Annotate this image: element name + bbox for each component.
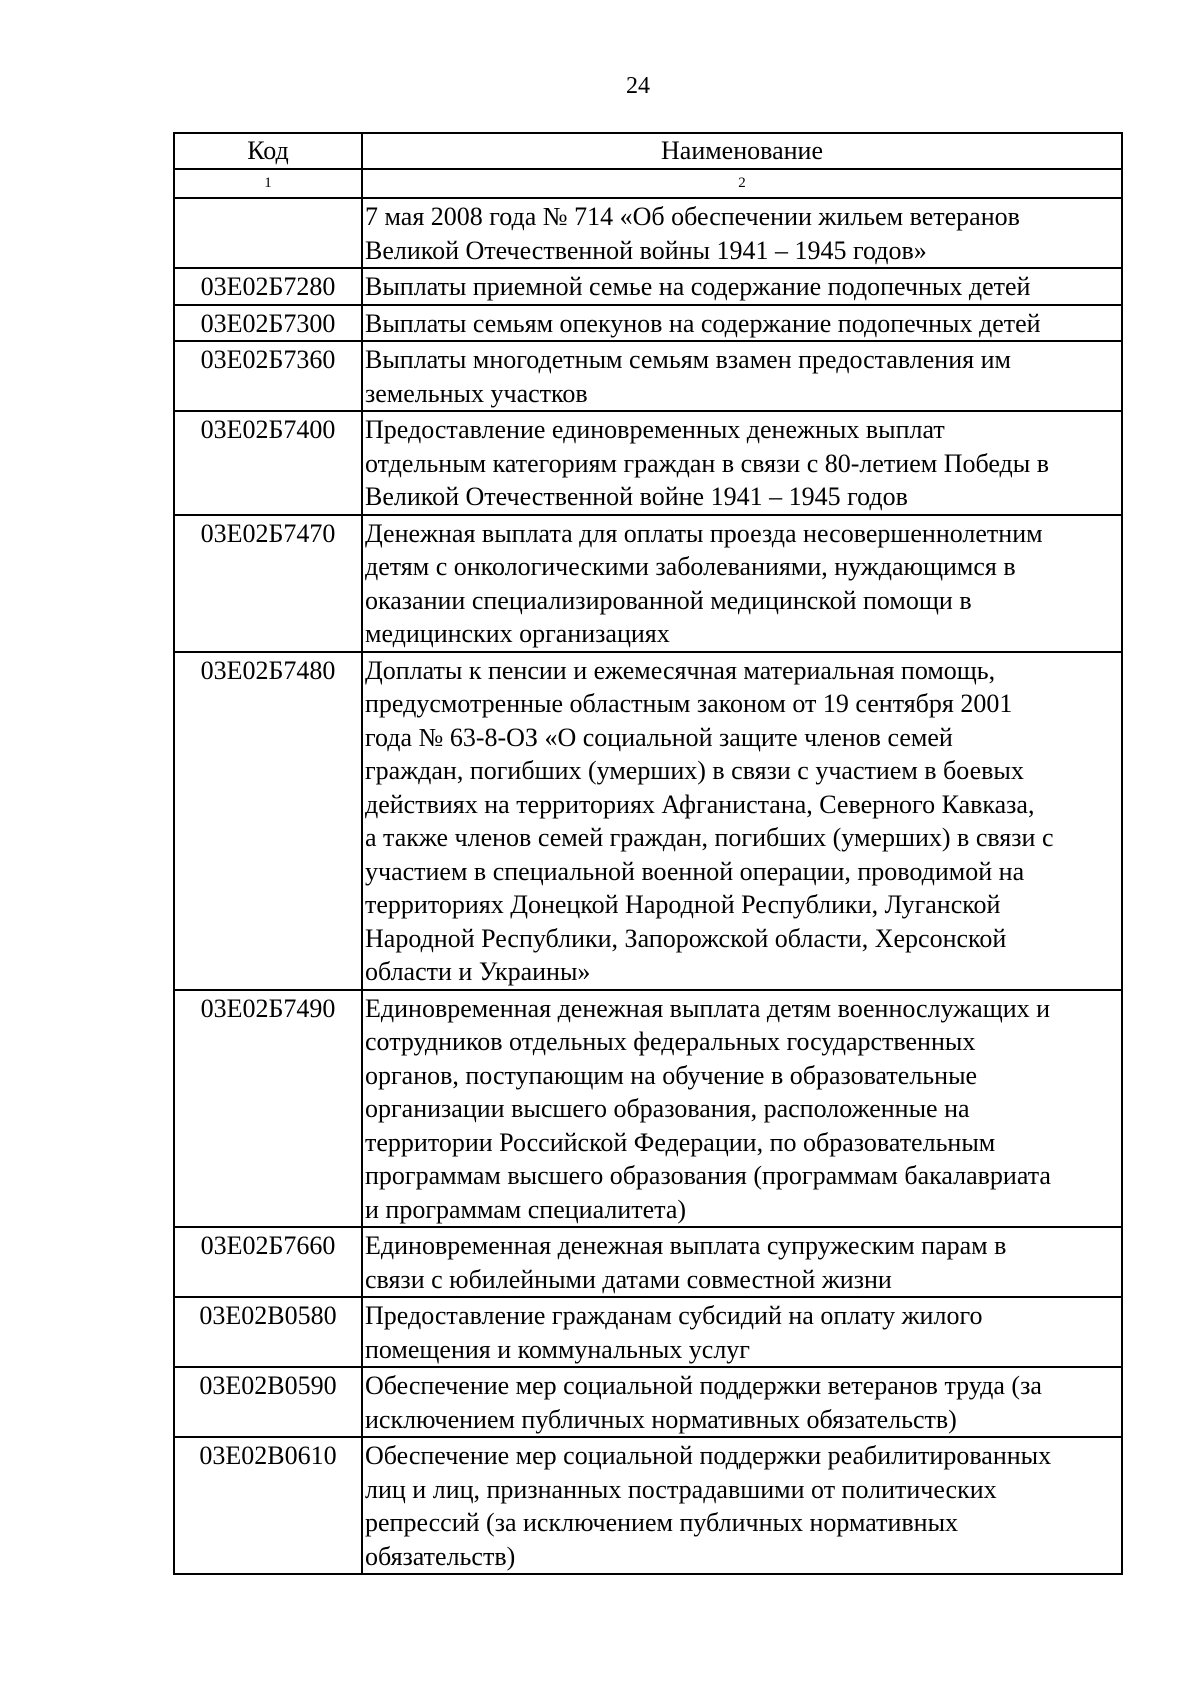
row-name-line: Выплаты приемной семье на содержание подопечных детей [365, 272, 1031, 301]
row-name-line: граждан, погибших (умерших) в связи с участием в боевых [365, 756, 1024, 785]
header-code: Код [174, 133, 362, 169]
row-name [362, 1367, 1122, 1437]
row-code: 03Е02Б7660 [174, 1227, 362, 1297]
row-name-line: Доплаты к пенсии и ежемесячная материальная помощь, [365, 655, 996, 685]
table-row [174, 341, 1122, 411]
table-row [174, 1227, 1122, 1297]
row-name-line: Предоставление единовременных денежных выплат [365, 415, 945, 444]
row-name [362, 411, 1122, 515]
row-name [362, 515, 1122, 652]
row-name-line: помещения и коммунальных услуг [365, 1334, 750, 1364]
row-code: 03Е02Б7280 [174, 268, 362, 305]
row-name-line: Обеспечение мер социальной поддержки реабилитированных [365, 1441, 1052, 1470]
row-name-line: лиц и лиц, признанных пострадавшими от политических [365, 1474, 997, 1504]
row-name-line: и программам специалитета) [365, 1194, 687, 1224]
row-name-line: Народной Республики, Запорожской области, Херсонской [365, 923, 1007, 953]
row-name-line: Великой Отечественной войны 1941 – 1945 годов» [365, 235, 927, 265]
row-name-line: области и Украины» [365, 957, 591, 986]
row-name-line: исключением публичных нормативных обязательств) [365, 1404, 957, 1434]
row-code: 03Е02Б7300 [174, 305, 362, 342]
column-number-code: 1 [174, 169, 362, 198]
row-name [362, 305, 1122, 342]
table-row [174, 515, 1122, 652]
row-name-line: репрессий (за исключением публичных нормативных [365, 1508, 959, 1537]
row-name-line: Обеспечение мер социальной поддержки ветеранов труда (за [365, 1371, 1042, 1400]
row-name-line: Выплаты многодетным семьям взамен предоставления им [365, 345, 1011, 374]
header-name: Наименование [362, 133, 1122, 169]
column-number-name: 2 [362, 169, 1122, 198]
row-name [362, 652, 1122, 990]
row-name-line: Выплаты семьям опекунов на содержание подопечных детей [365, 308, 1041, 338]
row-name-line: медицинских организациях [365, 619, 670, 648]
row-name-line: а также членов семей граждан, погибших (умерших) в связи с [365, 823, 1054, 852]
row-name [362, 990, 1122, 1228]
row-code: 03Е02В0580 [174, 1297, 362, 1367]
row-code: 03Е02В0610 [174, 1437, 362, 1574]
table-row [174, 411, 1122, 515]
row-name-line: территориях Донецкой Народной Республики, Луганской [365, 890, 1001, 919]
table-header-row [174, 133, 1122, 169]
row-name-line: программам высшего образования (программам бакалавриата [365, 1161, 1051, 1190]
row-name-line: связи с юбилейными датами совместной жизни [365, 1264, 892, 1294]
row-name-line: обязательств) [365, 1541, 516, 1571]
row-code: 03Е02Б7470 [174, 515, 362, 652]
table-row [174, 1367, 1122, 1437]
column-number-row [174, 169, 1122, 198]
row-name [362, 1227, 1122, 1297]
row-name-line: сотрудников отдельных федеральных государственных [365, 1027, 976, 1056]
table-row [174, 268, 1122, 305]
row-code: 03Е02В0590 [174, 1367, 362, 1437]
row-name-line: Единовременная денежная выплата супружеским парам в [365, 1231, 1007, 1260]
table-row [174, 1437, 1122, 1574]
row-name-line: Единовременная денежная выплата детям военнослужащих и [365, 993, 1051, 1023]
row-name-line: участием в специальной военной операции, проводимой на [365, 856, 1025, 886]
page-number: 24 [626, 73, 650, 99]
row-name-line: детям с онкологическими заболеваниями, нуждающимся в [365, 552, 1016, 581]
row-name-line: Денежная выплата для оплаты проезда несовершеннолетним [365, 518, 1043, 548]
table-row [174, 652, 1122, 990]
row-name [362, 1437, 1122, 1574]
row-name [362, 268, 1122, 305]
row-name-line: территории Российской Федерации, по образовательным [365, 1127, 996, 1157]
row-code [174, 198, 362, 268]
table-row [174, 198, 1122, 268]
row-name [362, 1297, 1122, 1367]
row-name-line: предусмотренные областным законом от 19 сентября 2001 [365, 689, 1013, 718]
table-row [174, 990, 1122, 1228]
table-row [174, 1297, 1122, 1367]
table-row [174, 305, 1122, 342]
row-name [362, 198, 1122, 268]
budget-codes-table [173, 132, 1123, 1575]
row-name-line: 7 мая 2008 года № 714 «Об обеспечении жильем ветеранов [365, 202, 1020, 231]
row-name-line: года № 63-8-ОЗ «О социальной защите членов семей [365, 722, 953, 752]
row-name-line: отдельным категориям граждан в связи с 80-летием Победы в [365, 448, 1050, 478]
row-name-line: оказании специализированной медицинской помощи в [365, 585, 972, 615]
row-code: 03Е02Б7480 [174, 652, 362, 990]
row-name [362, 341, 1122, 411]
row-name-line: действиях на территориях Афганистана, Северного Кавказа, [365, 789, 1035, 819]
row-name-line: Предоставление гражданам субсидий на оплату жилого [365, 1301, 983, 1330]
table-body [174, 133, 1122, 1574]
row-code: 03Е02Б7360 [174, 341, 362, 411]
row-name-line: земельных участков [365, 378, 588, 408]
row-name-line: органов, поступающим на обучение в образовательные [365, 1060, 978, 1090]
row-name-line: организации высшего образования, расположенные на [365, 1094, 970, 1123]
row-name-line: Великой Отечественной войне 1941 – 1945 годов [365, 482, 908, 511]
row-code: 03Е02Б7490 [174, 990, 362, 1228]
row-code: 03Е02Б7400 [174, 411, 362, 515]
